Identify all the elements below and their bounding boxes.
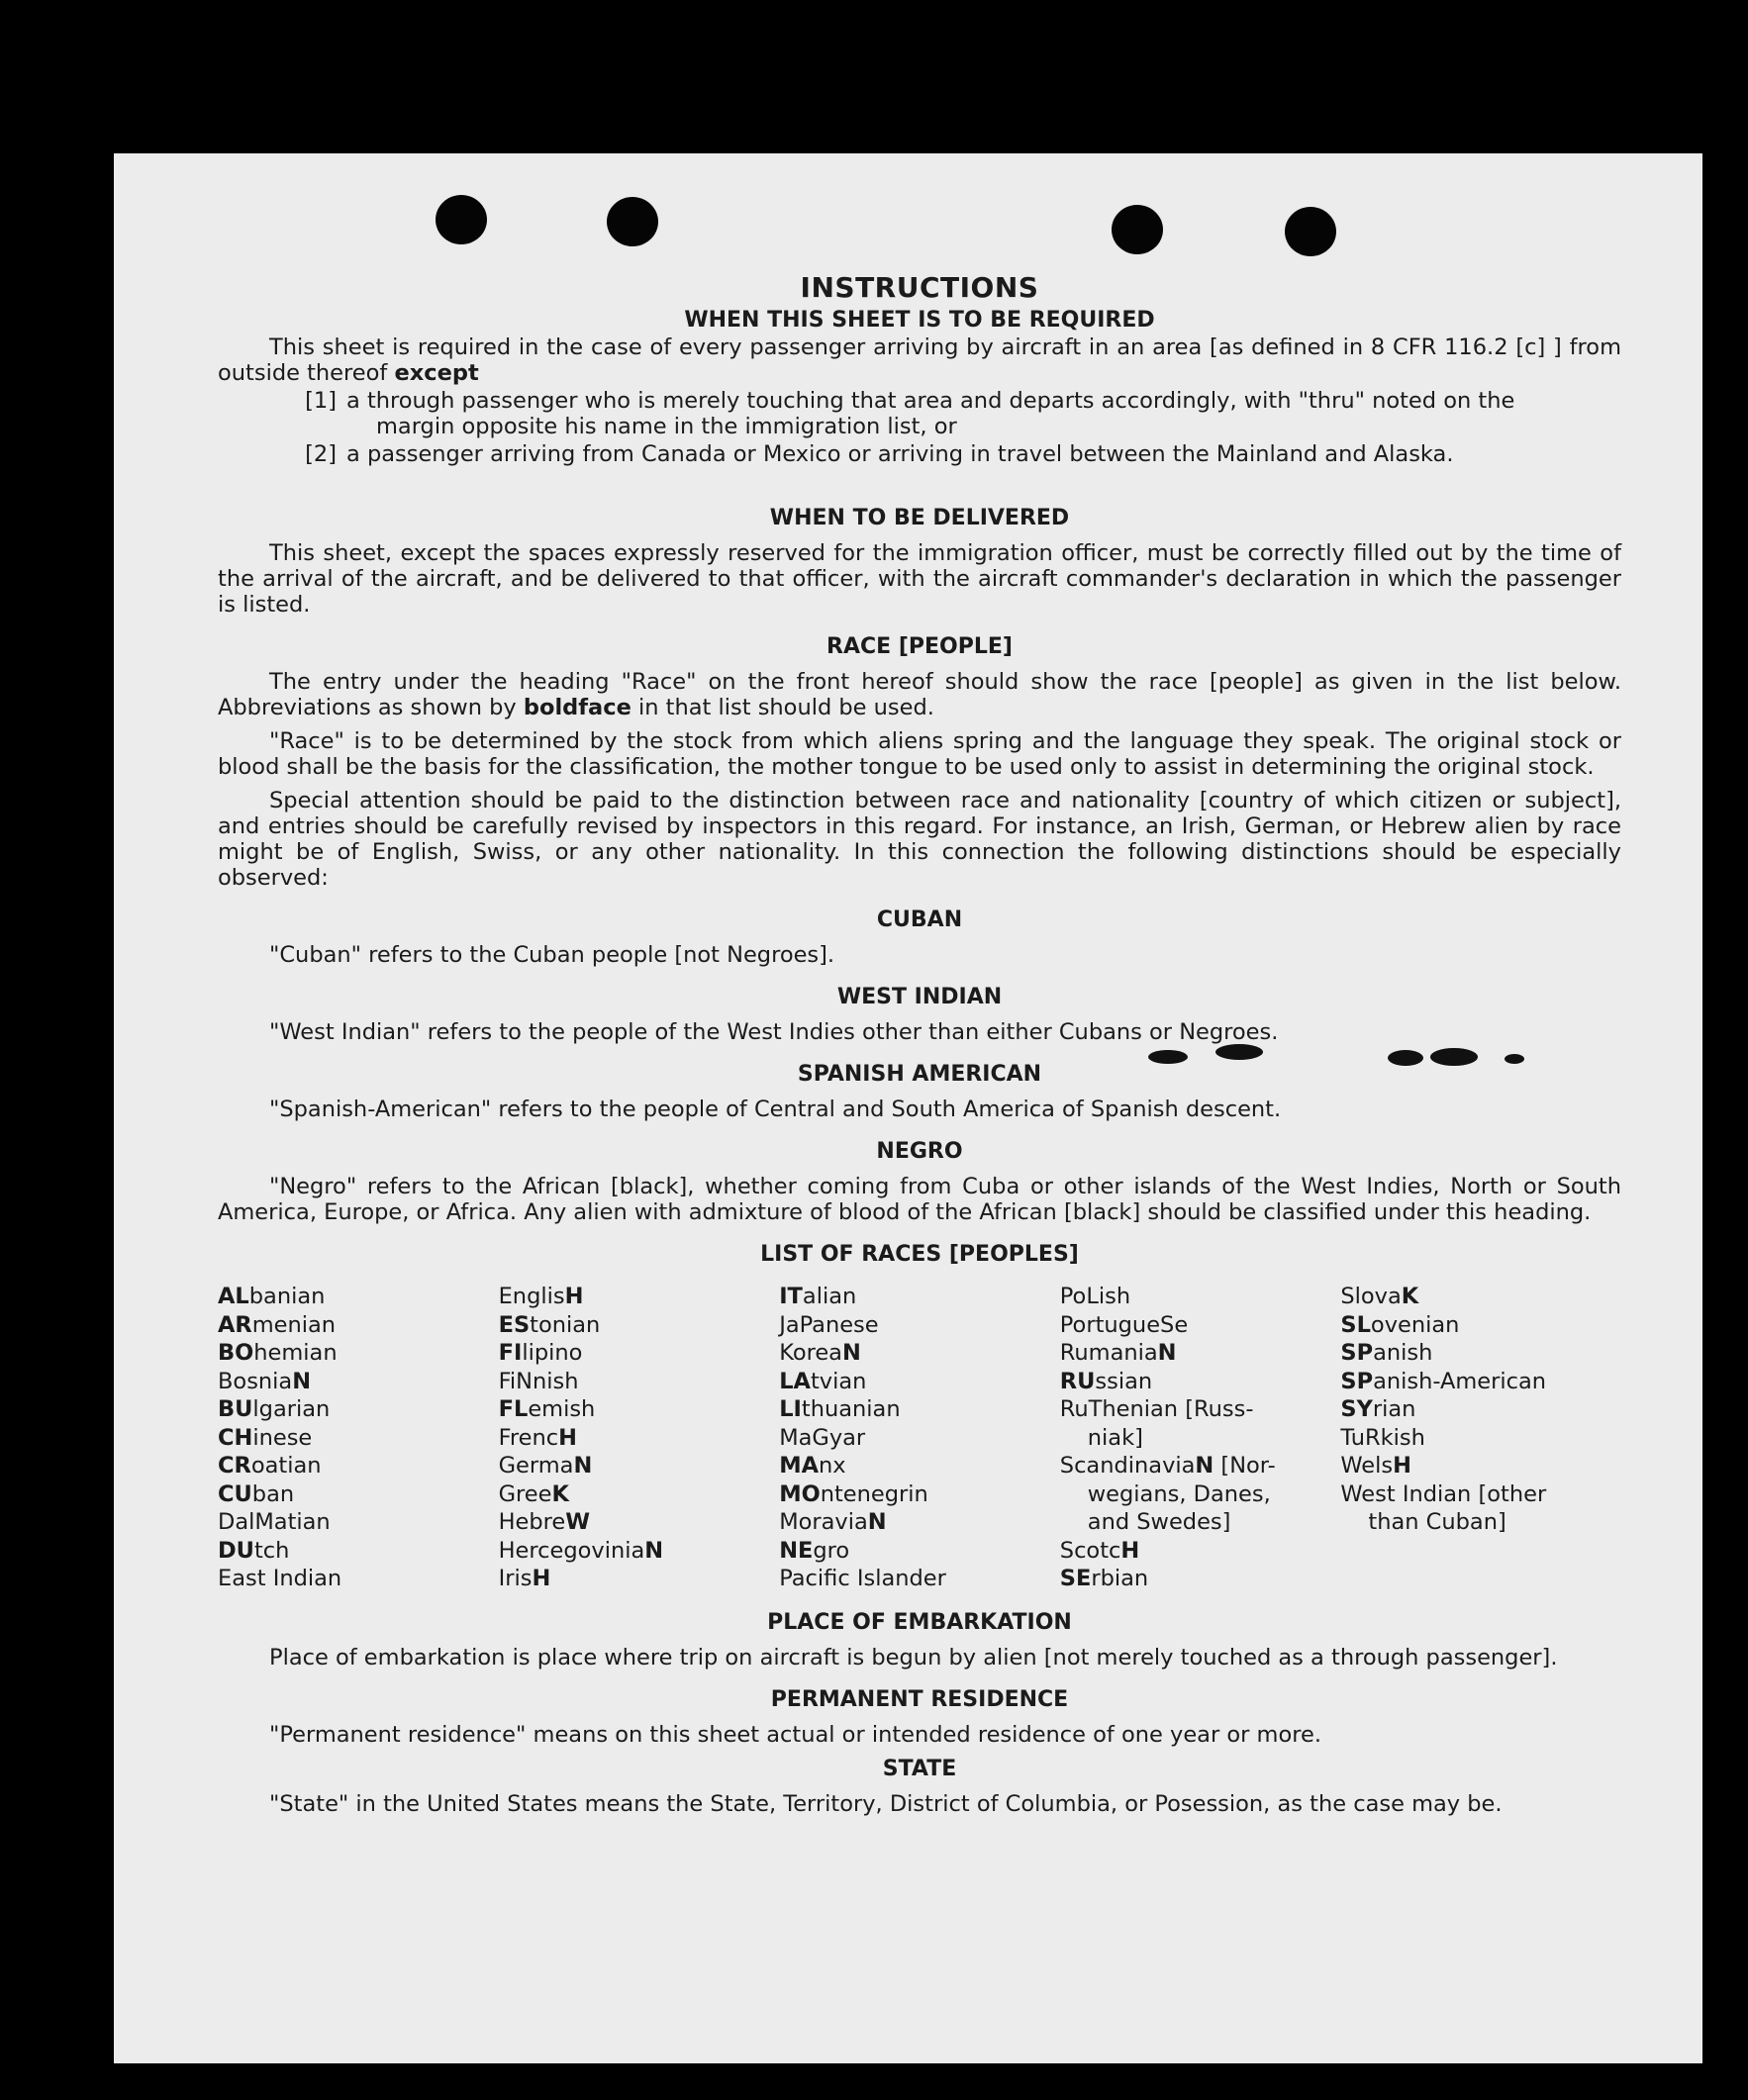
race-entry: wegians, Danes, bbox=[1087, 1480, 1271, 1507]
race-entry: MoraviaN bbox=[779, 1509, 887, 1535]
punch-hole bbox=[1112, 205, 1163, 254]
race-entry: WelsH bbox=[1340, 1453, 1411, 1479]
west-indian-text: "West Indian" refers to the people of the West Indies other than either Cubans or Negroes. bbox=[269, 1019, 1279, 1045]
race-paragraph-2: "Race" is to be determined by the stock from which aliens spring and the language they speak. The original stock or blood shall be the basis for the classification, the mother tongue to be used only to assist in determining the original stock. bbox=[218, 728, 1621, 780]
instructions-content bbox=[218, 271, 1621, 1817]
race-entry: than Cuban] bbox=[1368, 1509, 1506, 1535]
race-entry: RUssian bbox=[1059, 1368, 1153, 1394]
race-entry: EStonian bbox=[498, 1311, 601, 1338]
race-entry: GreeK bbox=[498, 1480, 569, 1507]
race-entry: GermaN bbox=[498, 1453, 593, 1479]
race-entry: PortugueSe bbox=[1059, 1311, 1189, 1338]
race-entry: SLovenian bbox=[1340, 1311, 1460, 1338]
race-entry: CHinese bbox=[218, 1424, 313, 1451]
heading-cuban: CUBAN bbox=[876, 907, 963, 932]
race-entry: DalMatian bbox=[218, 1509, 331, 1535]
heading-delivered: WHEN TO BE DELIVERED bbox=[769, 506, 1070, 530]
punch-hole bbox=[1285, 207, 1336, 256]
race-entry: JaPanese bbox=[779, 1311, 879, 1338]
race-entry: and Swedes] bbox=[1087, 1509, 1231, 1535]
race-entry: RuThenian [Russ- bbox=[1059, 1396, 1254, 1422]
race-entry: FiNnish bbox=[498, 1368, 579, 1394]
exception-item-1: [1] a through passenger who is merely touching that area and departs accordingly, with "thru" noted on the margin opposite his name in the immigration list, or bbox=[218, 388, 1621, 439]
race-entry: LAtvian bbox=[779, 1368, 867, 1394]
heading-list-of-races: LIST OF RACES [PEOPLES] bbox=[760, 1242, 1079, 1267]
spanish-american-text: "Spanish-American" refers to the people of Central and South America of Spanish descent. bbox=[269, 1097, 1282, 1122]
race-entry: ITalian bbox=[779, 1284, 857, 1309]
heading-required: WHEN THIS SHEET IS TO BE REQUIRED bbox=[684, 308, 1155, 333]
punch-hole bbox=[436, 195, 487, 244]
race-entry: TuRkish bbox=[1340, 1424, 1425, 1451]
race-entry: MaGyar bbox=[779, 1424, 866, 1451]
race-paragraph-1: The entry under the heading "Race" on the front hereof should show the race [people] as given in the list below. Abbreviations as shown by boldface in that list should be used. bbox=[218, 669, 1621, 720]
race-entry: ARmenian bbox=[218, 1311, 337, 1338]
race-paragraph-3: Special attention should be paid to the distinction between race and nationality [country of which citizen or subject], and entries should be carefully revised by inspectors in this regard. For instance, an Irish, German, or Hebrew alien by race might be of English, Swiss, or any other nationality. In this connection the following distinctions should be especially observed: bbox=[218, 788, 1621, 891]
race-entry: niak] bbox=[1087, 1424, 1143, 1451]
heading-state: STATE bbox=[882, 1756, 957, 1781]
race-entry: SPanish bbox=[1340, 1340, 1433, 1366]
race-entry: KoreaN bbox=[779, 1340, 861, 1366]
race-entry: East Indian bbox=[218, 1566, 342, 1591]
state-text: "State" in the United States means the State, Territory, District of Columbia, or Posession, as the case may be. bbox=[269, 1790, 1503, 1817]
heading-spanish-american: SPANISH AMERICAN bbox=[797, 1062, 1042, 1087]
race-entry: CUban bbox=[218, 1480, 295, 1507]
race-entry: IrisH bbox=[498, 1566, 551, 1591]
race-entry: MAnx bbox=[779, 1453, 846, 1479]
race-entry: FIlipino bbox=[498, 1340, 583, 1366]
heading-permanent-residence: PERMANENT RESIDENCE bbox=[770, 1686, 1069, 1712]
race-entry: West Indian [other bbox=[1340, 1480, 1547, 1507]
item-number: [2] bbox=[305, 441, 337, 467]
race-entry: FrencH bbox=[498, 1424, 577, 1451]
race-entry: SlovaK bbox=[1340, 1284, 1419, 1309]
cuban-text: "Cuban" refers to the Cuban people [not Negroes]. bbox=[269, 942, 835, 968]
heading-negro: NEGRO bbox=[876, 1139, 963, 1164]
race-entry: Pacific Islander bbox=[779, 1566, 946, 1591]
heading-west-indian: WEST INDIAN bbox=[836, 985, 1003, 1009]
race-entry: RumaniaN bbox=[1059, 1340, 1177, 1366]
race-entry: DUtch bbox=[218, 1537, 290, 1564]
races-column bbox=[499, 1283, 780, 1593]
race-entry: ScotcH bbox=[1059, 1537, 1140, 1564]
delivered-text: This sheet, except the spaces expressly reserved for the immigration officer, must be correctly filled out by the time of the arrival of the aircraft, and be delivered to that officer, with the aircraft commander's declaration in which the passenger is listed. bbox=[218, 540, 1621, 618]
race-entry: SYrian bbox=[1340, 1396, 1416, 1422]
race-entry: CRoatian bbox=[218, 1453, 322, 1479]
page-title: INSTRUCTIONS bbox=[800, 271, 1039, 304]
race-entry: ScandinaviaN [Nor- bbox=[1059, 1453, 1276, 1479]
residence-text: "Permanent residence" means on this sheet actual or intended residence of one year or more. bbox=[269, 1721, 1321, 1748]
race-entry: BosniaN bbox=[218, 1368, 312, 1394]
required-intro: This sheet is required in the case of every passenger arriving by aircraft in an area [as defined in 8 CFR 116.2 [c] ] from outside thereof except bbox=[218, 334, 1621, 386]
race-entry: EnglisH bbox=[498, 1284, 584, 1309]
negro-text: "Negro" refers to the African [black], whether coming from Cuba or other islands of the West Indies, North or South America, Europe, or Africa. Any alien with admixture of blood of the African [black] should be classified under this heading. bbox=[218, 1174, 1621, 1225]
item-number: [1] bbox=[305, 388, 337, 414]
race-entry: SPanish-American bbox=[1340, 1368, 1547, 1394]
race-entry: BUlgarian bbox=[218, 1396, 331, 1422]
race-entry: HercegoviniaN bbox=[498, 1537, 664, 1564]
races-column bbox=[218, 1283, 499, 1593]
race-entry: ALbanian bbox=[218, 1284, 326, 1309]
races-column bbox=[1340, 1283, 1621, 1593]
race-entry: LIthuanian bbox=[779, 1396, 901, 1422]
heading-embarkation: PLACE OF EMBARKATION bbox=[767, 1609, 1072, 1635]
exception-item-2: [2] a passenger arriving from Canada or Mexico or arriving in travel between the Mainland and Alaska. bbox=[218, 441, 1621, 467]
race-entry: BOhemian bbox=[218, 1340, 338, 1366]
punch-hole bbox=[607, 197, 658, 246]
race-entry: MOntenegrin bbox=[779, 1480, 928, 1507]
races-list bbox=[218, 1283, 1621, 1593]
races-column bbox=[779, 1283, 1060, 1593]
races-column bbox=[1060, 1283, 1341, 1593]
race-entry: HebreW bbox=[498, 1509, 591, 1535]
embarkation-text: Place of embarkation is place where trip on aircraft is begun by alien [not merely touched as a through passenger]. bbox=[269, 1644, 1558, 1670]
race-entry: NEgro bbox=[779, 1537, 850, 1564]
race-entry: SErbian bbox=[1059, 1566, 1149, 1591]
race-entry: FLemish bbox=[498, 1396, 596, 1422]
race-entry: PoLish bbox=[1059, 1284, 1131, 1309]
heading-race: RACE [PEOPLE] bbox=[826, 634, 1013, 659]
